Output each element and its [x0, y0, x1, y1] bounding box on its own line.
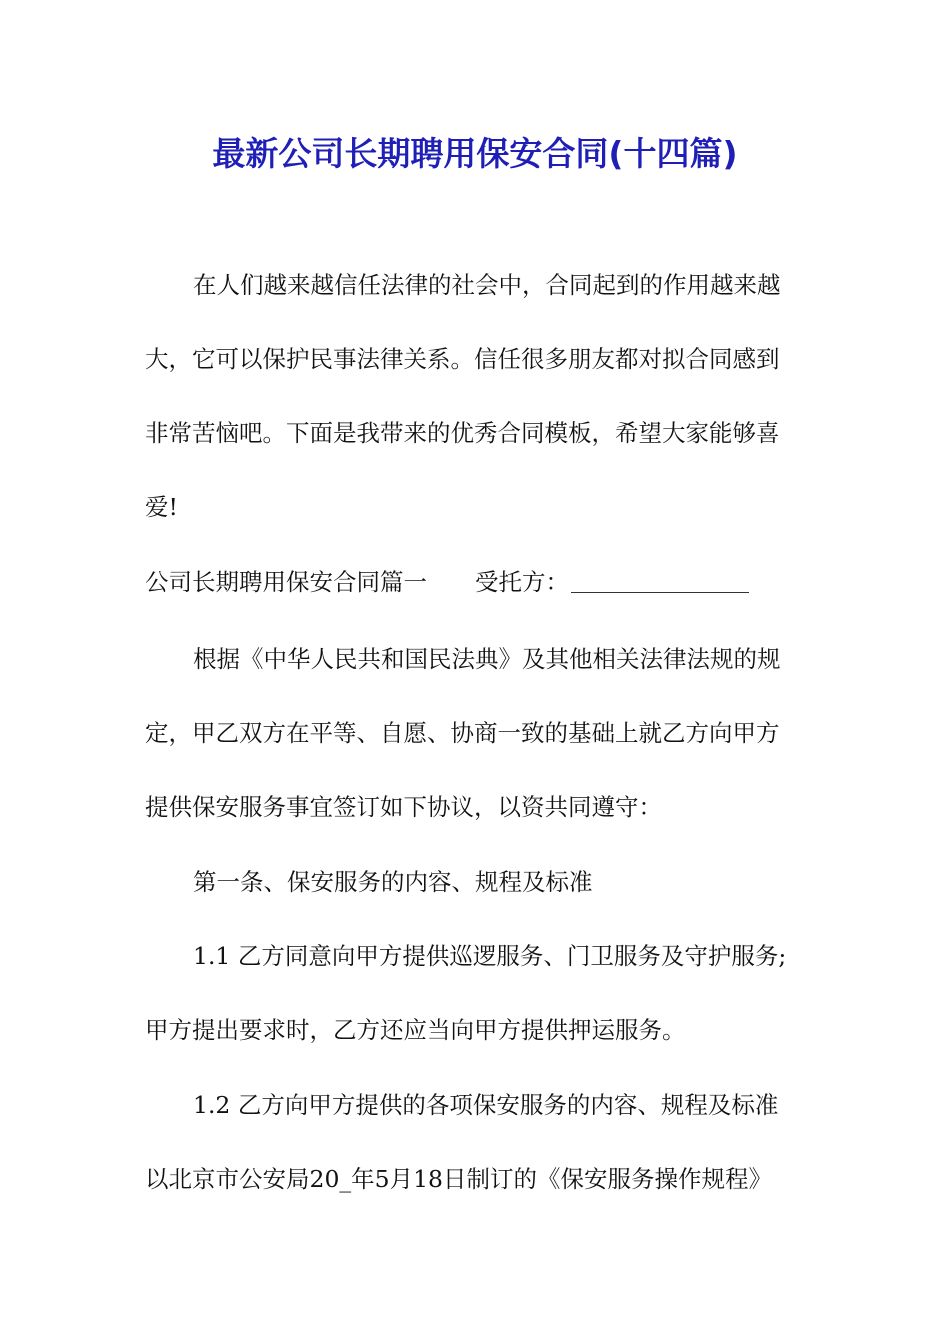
- section-heading: 公司长期聘用保安合同篇一: [145, 568, 427, 596]
- intro-line-2: 大，它可以保护民事法律关系。信任很多朋友都对拟合同感到: [145, 345, 780, 373]
- trustee-label: 受托方：: [475, 568, 569, 596]
- document-title: 最新公司长期聘用保安合同(十四篇): [212, 134, 738, 173]
- intro-line-1: 在人们越来越信任法律的社会中，合同起到的作用越来越: [193, 271, 781, 299]
- basis-line-3: 提供保安服务事宜签订如下协议，以资共同遵守：: [145, 793, 662, 821]
- clause-1-1-line-1: 1.1 乙方同意向甲方提供巡逻服务、门卫服务及守护服务;: [193, 942, 787, 970]
- clause-1-2-line-2: 以北京市公安局20_年5月18日制订的《保安服务操作规程》: [145, 1165, 773, 1193]
- article1-heading: 第一条、保安服务的内容、规程及标准: [193, 868, 593, 896]
- clause-1-2-line-1: 1.2 乙方向甲方提供的各项保安服务的内容、规程及标准: [193, 1091, 779, 1119]
- basis-line-1: 根据《中华人民共和国民法典》及其他相关法律法规的规: [193, 645, 781, 673]
- basis-line-2: 定，甲乙双方在平等、自愿、协商一致的基础上就乙方向甲方: [145, 719, 780, 747]
- trustee-blank: [571, 572, 749, 593]
- clause-1-1-line-2: 甲方提出要求时，乙方还应当向甲方提供押运服务。: [145, 1016, 686, 1044]
- intro-line-3: 非常苦恼吧。下面是我带来的优秀合同模板，希望大家能够喜: [145, 419, 780, 447]
- intro-line-4: 爱!: [145, 493, 178, 521]
- section-heading-line: [145, 564, 815, 600]
